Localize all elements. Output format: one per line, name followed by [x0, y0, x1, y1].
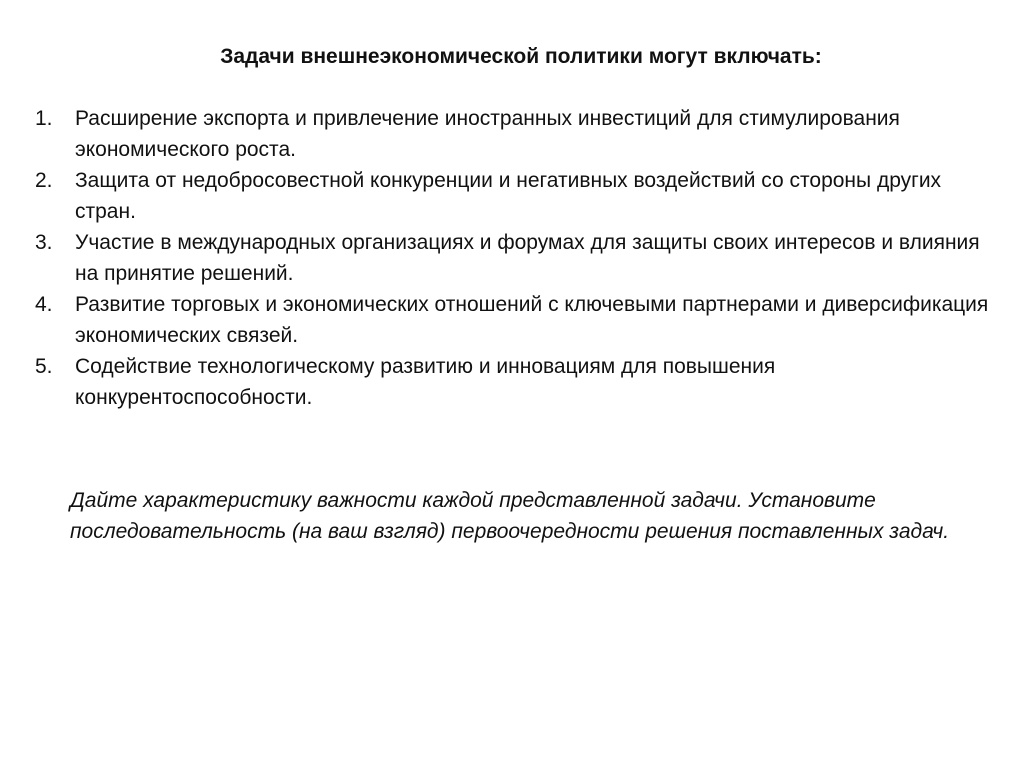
list-item-number: 3.: [35, 231, 53, 254]
list-item-text: Участие в международных организациях и форумах для защиты своих интересов и влияния на принятие решений.: [75, 231, 980, 285]
list-item: [35, 103, 995, 165]
list-item: [35, 351, 995, 413]
list-item-text: Защита от недобросовестной конкуренции и негативных воздействий со стороны других стран.: [75, 169, 942, 223]
list-item-number: 1.: [35, 107, 53, 130]
list-item-number: 2.: [35, 169, 53, 192]
task-list: [35, 103, 995, 413]
list-item: [35, 289, 995, 351]
list-item-text: Содействие технологическому развитию и инновациям для повышения конкурентоспособности.: [75, 355, 776, 409]
slide-title: Задачи внешнеэкономической политики могут включать:: [220, 45, 822, 68]
list-item: [35, 227, 995, 289]
list-item-number: 4.: [35, 293, 53, 316]
list-item-number: 5.: [35, 355, 53, 378]
list-item: [35, 165, 995, 227]
list-item-text: Расширение экспорта и привлечение иностранных инвестиций для стимулирования экономического роста.: [75, 107, 900, 161]
assignment-prompt: Дайте характеристику важности каждой представленной задачи. Установите последовательность (на ваш взгляд) первоочередности решения поставленных задач.: [70, 489, 950, 543]
list-item-text: Развитие торговых и экономических отношений с ключевыми партнерами и диверсификация экономических связей.: [75, 293, 989, 347]
